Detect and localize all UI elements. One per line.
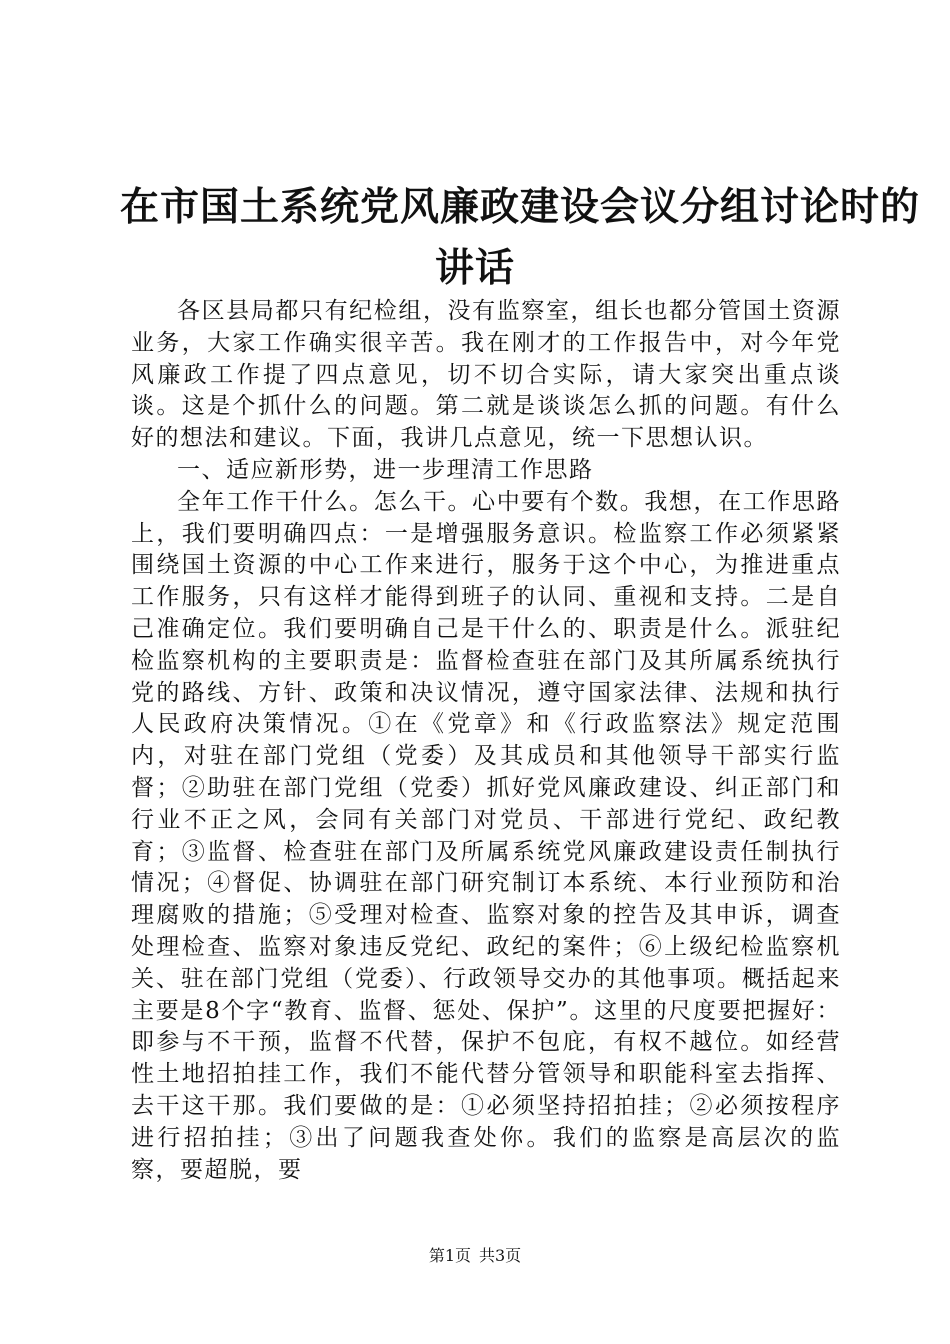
document-title-line-2: 讲话 <box>434 245 515 291</box>
paragraph-work-approach: 全年工作干什么。怎么干。心中要有个数。我想，在工作思路上，我们要明确四点：一是增强服务意识。检监察工作必须紧紧围绕国土资源的中心工作来进行，服务于这个中心，为推进重点工作服务，只有这样才能得到班子的认同、重视和支持。二是自己准确定位。我们要明确自己是干什么的、职责是什么。派驻纪检监察机构的主要职责是：监督检查驻在部门及其所属系统执行党的路线、方针、政策和决议情况，遵守国家法律、法规和执行人民政府决策情况。①在《党章》和《行政监察法》规定范围内，对驻在部门党组（党委）及其成员和其他领导干部实行监督；②助驻在部门党组（党委）抓好党风廉政建设、纠正部门和行业不正之风，会同有关部门对党员、干部进行党纪、政纪教育；③监督、检查驻在部门及所属系统党风廉政建设责任制执行情况；④督促、协调驻在部门研究制订本系统、本行业预防和治理腐败的措施；⑤受理对检查、监察对象的控告及其申诉，调查处理检查、监察对象违反党纪、政纪的案件；⑥上级纪检监察机关、驻在部门党组（党委）、行政领导交办的其他事项。概括起来主要是8个字“教育、监督、惩处、保护”。这里的尺度要把握好：即参与不干预，监督不代替，保护不包庇，有权不越位。如经营性土地招拍挂工作，我们不能代替分管领导和职能科室去指挥、去干这干那。我们要做的是：①必须坚持招拍挂；②必须按程序进行招拍挂；③出了问题我查处你。我们的监察是高层次的监察，要超脱，要 <box>131 488 841 1183</box>
document-body <box>131 296 841 1186</box>
paragraph-intro: 各区县局都只有纪检组，没有监察室，组长也都分管国土资源业务，大家工作确实很辛苦。我在刚才的工作报告中，对今年党风廉政工作提了四点意见，切不切合实际，请大家突出重点谈谈。这是个抓什么的问题。第二就是谈谈怎么抓的问题。有什么好的想法和建议。下面，我讲几点意见，统一下思想认识。 <box>131 298 841 452</box>
page-number: 第1页 <box>428 1246 471 1265</box>
document-title-line-1: 在市国土系统党风廉政建设会议分组讨论时的 <box>120 184 921 230</box>
page-footer <box>0 1246 950 1266</box>
section-heading: 一、适应新形势，进一步理清工作思路 <box>177 456 594 483</box>
page-total: 共3页 <box>479 1246 522 1265</box>
